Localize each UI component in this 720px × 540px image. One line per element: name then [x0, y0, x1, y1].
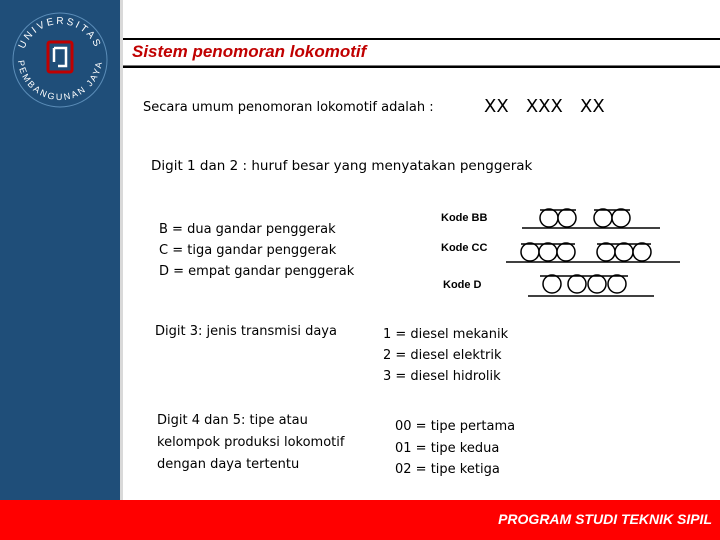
digit12-line: [151, 158, 532, 174]
axle-group-d: [528, 275, 654, 296]
wheel: [612, 209, 630, 227]
transmission-item-1: 1 = diesel mekanik: [383, 327, 509, 342]
digit45-line2: kelompok produksi lokomotif: [157, 435, 345, 450]
wheel: [543, 275, 561, 293]
axle-diagram: [500, 202, 690, 302]
diagram-label-bb: Kode BB: [441, 212, 488, 224]
digit45-desc-1: : tipe atau: [240, 413, 308, 428]
page-title: Sistem penomoran lokomotif: [132, 42, 367, 61]
wheel: [540, 209, 558, 227]
digit45-line3: dengan daya tertentu: [157, 457, 300, 472]
wheel: [594, 209, 612, 227]
wheel: [588, 275, 606, 293]
digit3-desc: : jenis transmisi daya: [198, 324, 337, 339]
axle-group-bb: [522, 209, 660, 228]
sidebar-divider: [120, 0, 123, 500]
intro-text: Secara umum penomoran lokomotif adalah :: [143, 100, 434, 115]
wheel: [521, 243, 539, 261]
axle-item-d: D = empat gandar penggerak: [159, 264, 355, 279]
wheel: [597, 243, 615, 261]
diagram-label-cc: Kode CC: [441, 242, 488, 254]
digit3-line: [155, 324, 337, 339]
footer-text: PROGRAM STUDI TEKNIK SIPIL: [498, 511, 712, 527]
type-item-02: 02 = tipe ketiga: [395, 462, 500, 477]
type-item-01: 01 = tipe kedua: [395, 441, 500, 456]
wheel: [539, 243, 557, 261]
digit45-line1: [157, 413, 308, 428]
axle-item-c: C = tiga gandar penggerak: [159, 243, 337, 258]
digit12-desc: : huruf besar yang menyatakan penggerak: [242, 158, 533, 174]
university-logo: [0, 0, 120, 120]
logo-text-bottom: PEMBANGUNAN JAYA: [15, 59, 105, 103]
transmission-item-2: 2 = diesel elektrik: [383, 348, 502, 363]
wheel: [558, 209, 576, 227]
digit12-heading: Digit 1 dan 2: [151, 158, 239, 174]
wheel: [557, 243, 575, 261]
type-item-00: 00 = tipe pertama: [395, 419, 516, 434]
logo-text-top: UNIVERSITAS: [16, 15, 104, 51]
logo-emblem-icon: [48, 42, 72, 72]
wheel: [615, 243, 633, 261]
axle-item-b: B = dua gandar penggerak: [159, 222, 336, 237]
wheel: [608, 275, 626, 293]
wheel: [568, 275, 586, 293]
number-format-code: [484, 96, 605, 117]
wheel: [633, 243, 651, 261]
title-underline: [123, 65, 720, 66]
transmission-item-3: 3 = diesel hidrolik: [383, 369, 501, 384]
digit3-heading: Digit 3: [155, 324, 198, 339]
axle-group-cc: [506, 243, 680, 262]
digit45-heading: Digit 4 dan 5: [157, 413, 241, 428]
diagram-label-d: Kode D: [443, 279, 482, 291]
number-format-code-text: XX XXX XX: [484, 96, 605, 117]
